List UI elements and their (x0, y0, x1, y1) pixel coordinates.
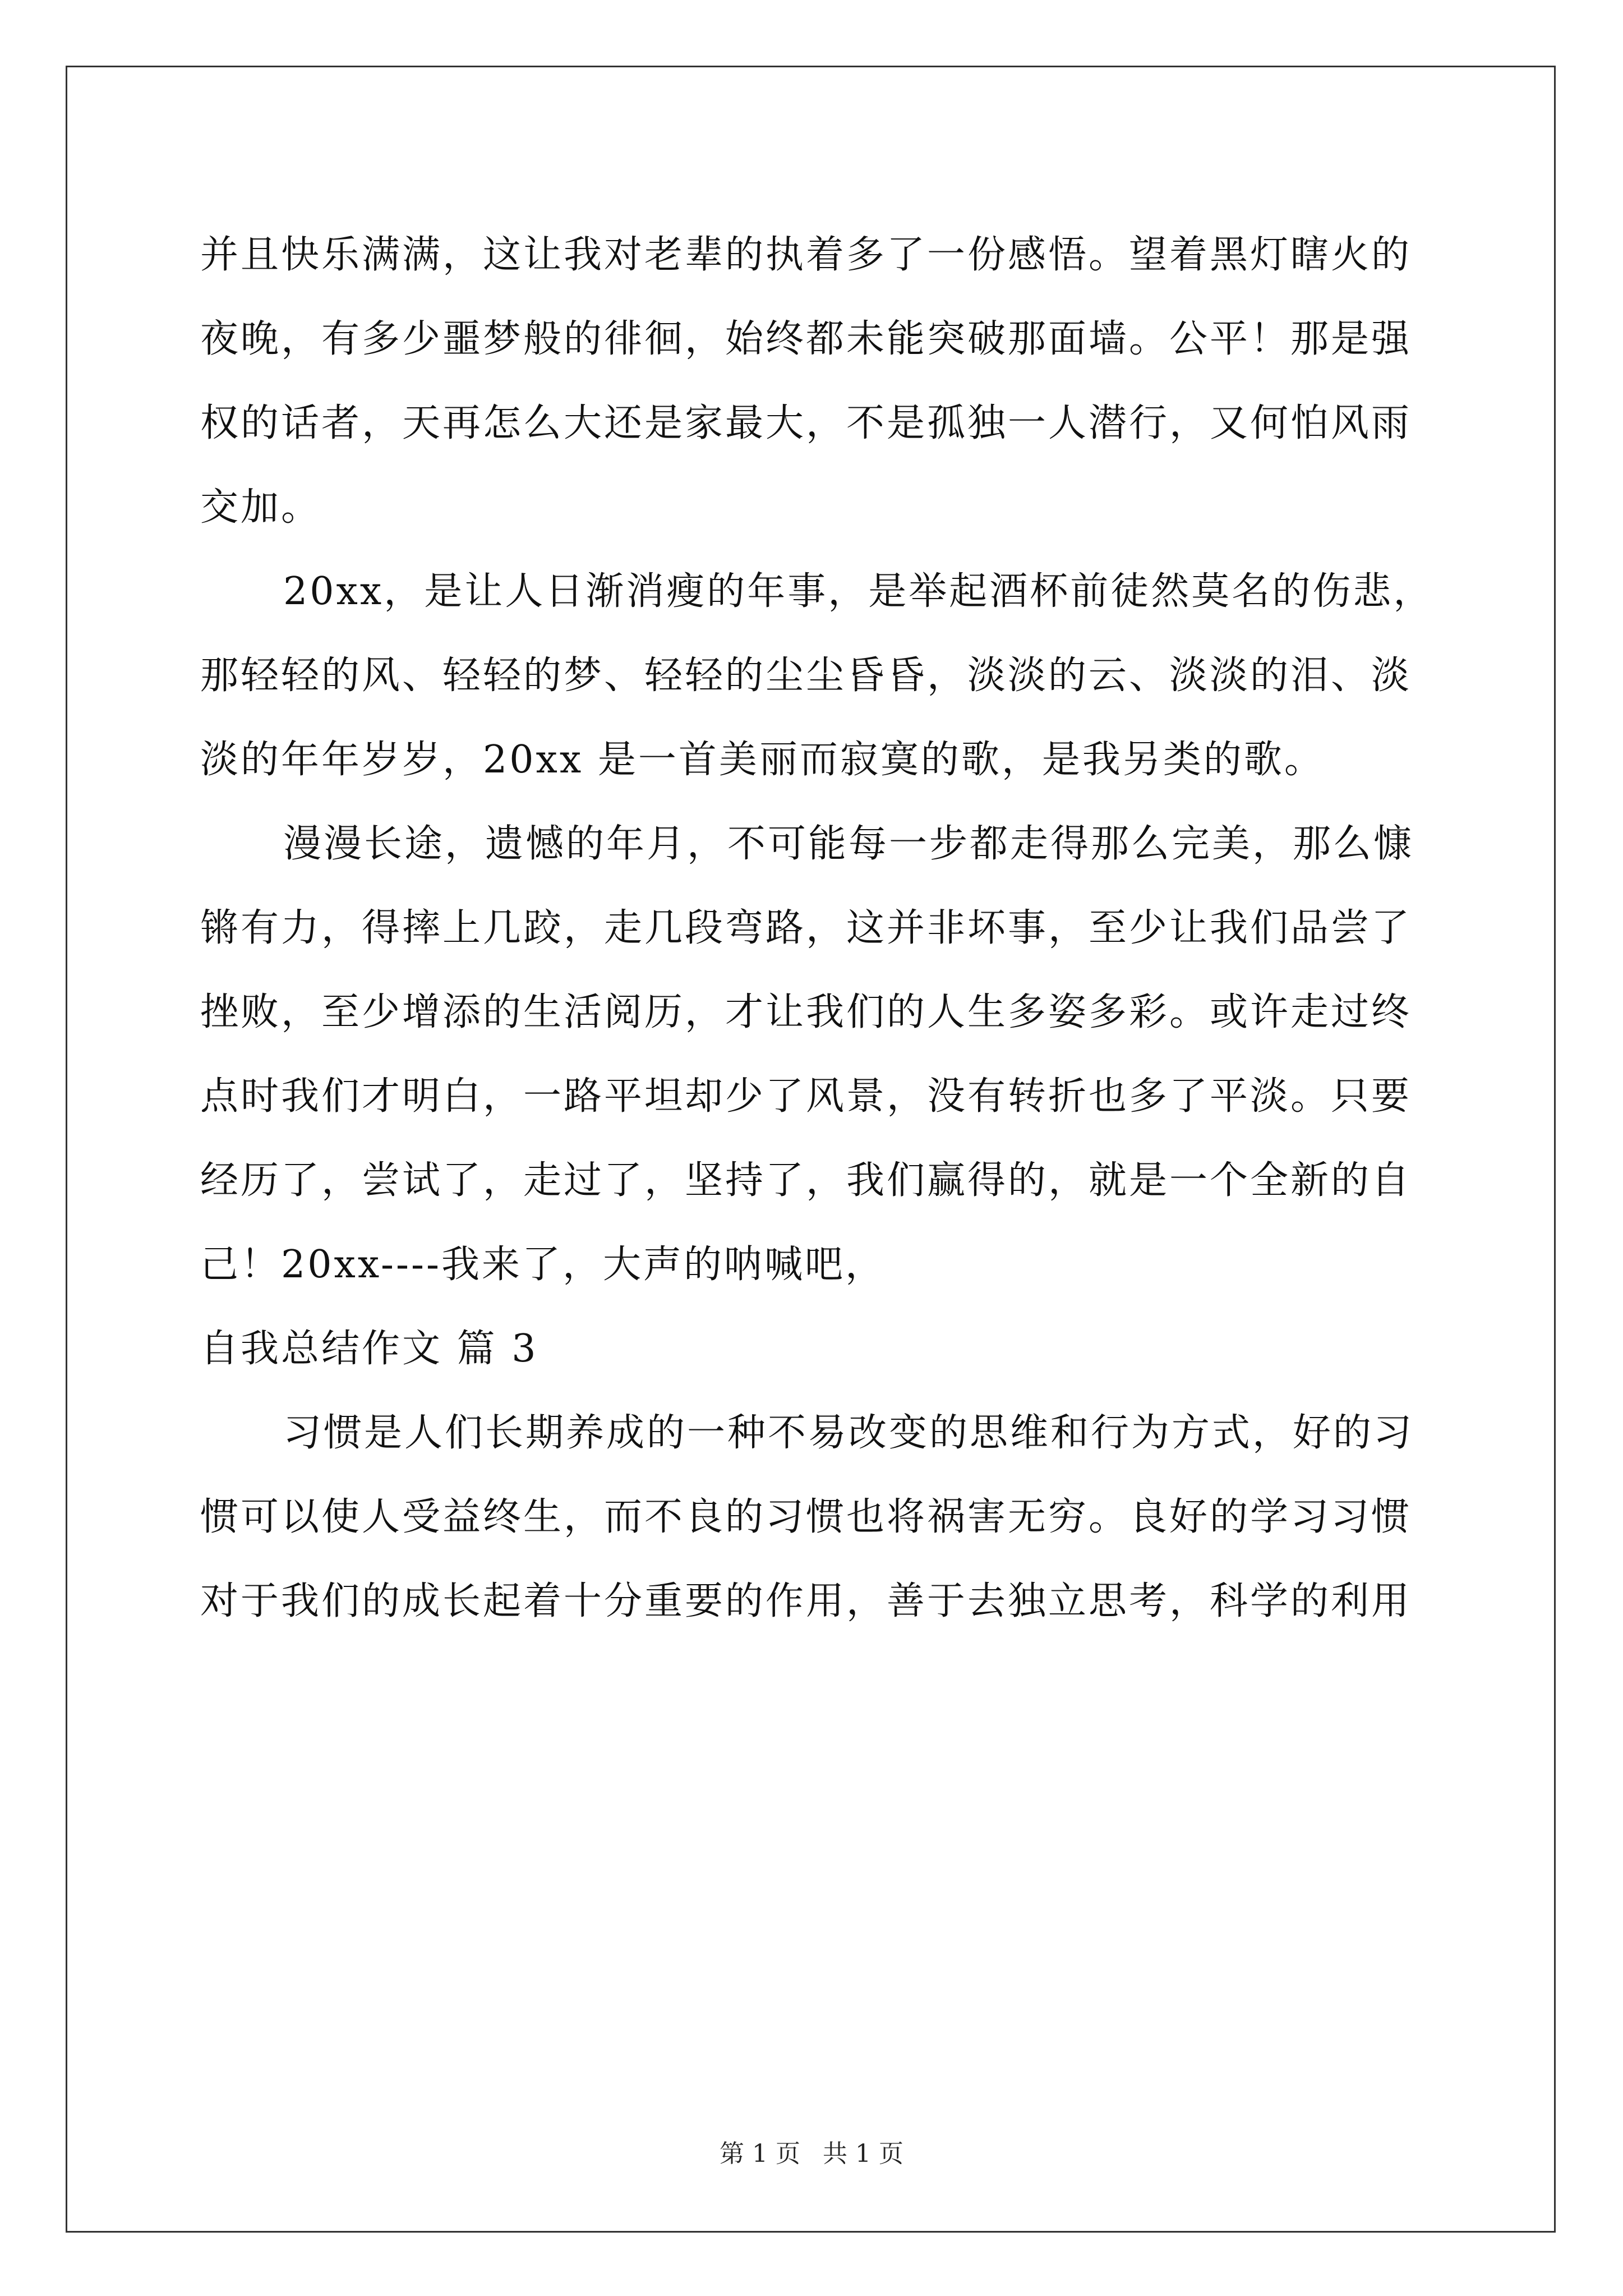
text-line: 那轻轻的风、轻轻的梦、轻轻的尘尘昏昏，淡淡的云、淡淡的泪、淡 (200, 654, 1412, 698)
text-line: 淡的年年岁岁，20xx 是一首美丽而寂寞的歌，是我另类的歌。 (200, 738, 1325, 782)
text-line: 挫败，至少增添的生活阅历，才让我们的人生多姿多彩。或许走过终 (200, 990, 1412, 1034)
paragraph-start-line: 漫漫长途，遗憾的年月，不可能每一步都走得那么完美，那么慷 (283, 822, 1414, 866)
text-line: 锵有力，得摔上几跤，走几段弯路，这并非坏事，至少让我们品尝了 (200, 906, 1412, 950)
text-line: 并且快乐满满，这让我对老辈的执着多了一份感悟。望着黑灯瞎火的 (200, 233, 1412, 277)
text-line: 权的话者，天再怎么大还是家最大，不是孤独一人潜行，又何怕风雨 (200, 401, 1412, 445)
text-line: 点时我们才明白，一路平坦却少了风景，没有转折也多了平淡。只要 (200, 1074, 1412, 1119)
text-line: 夜晚，有多少噩梦般的徘徊，始终都未能突破那面墙。公平！那是强 (200, 317, 1412, 361)
text-line: 对于我们的成长起着十分重要的作用，善于去独立思考，科学的利用 (200, 1579, 1412, 1623)
text-line: 惯可以使人受益终生，而不良的习惯也将祸害无穷。良好的学习习惯 (200, 1495, 1412, 1539)
total-pages: 共 1 页 (823, 2139, 903, 2168)
paragraph-start-line: 习惯是人们长期养成的一种不易改变的思维和行为方式，好的习 (283, 1411, 1414, 1455)
section-heading: 自我总结作文 篇 3 (200, 1327, 538, 1371)
page-footer (0, 2137, 1623, 2171)
text-line: 经历了，尝试了，走过了，坚持了，我们赢得的，就是一个全新的自 (200, 1158, 1412, 1203)
paragraph-start-line: 20xx，是让人日渐消瘦的年事，是举起酒杯前徒然莫名的伤悲， (283, 569, 1434, 614)
document-body (200, 213, 1434, 1644)
text-line: 己！20xx----我来了，大声的呐喊吧， (200, 1243, 886, 1287)
page-number: 第 1 页 (720, 2139, 800, 2168)
text-line: 交加。 (200, 485, 322, 530)
